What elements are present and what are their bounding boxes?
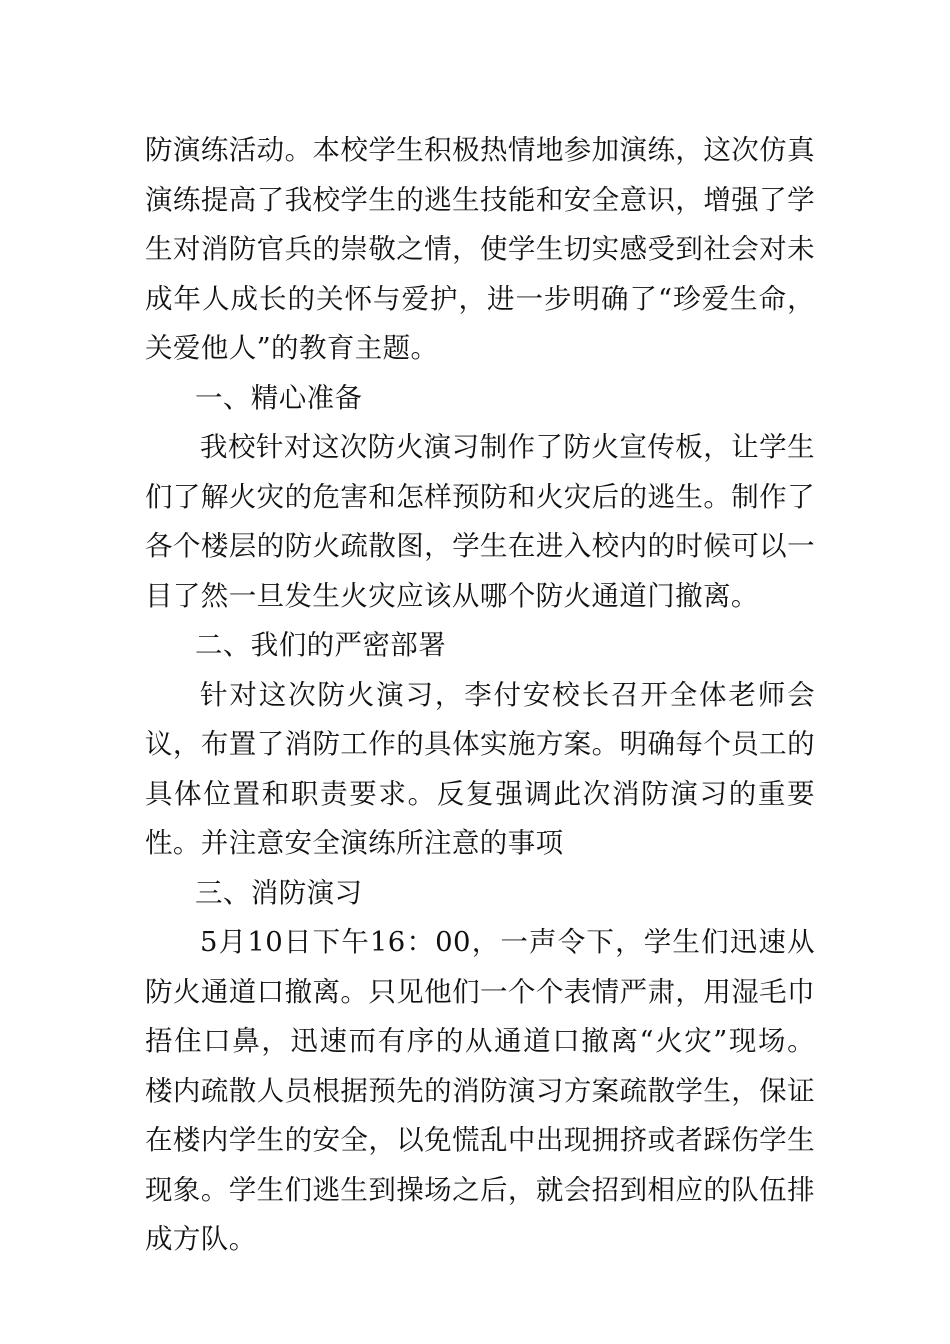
section-heading-deployment: 二、我们的严密部署: [195, 629, 447, 661]
paragraph-deployment: 针对这次防火演习，李付安校长召开全体老师会议，布置了消防工作的具体实施方案。明确每个员工的具体位置和职责要求。反复强调此次消防演习的重要性。并注意安全演练所注意的事项: [145, 678, 815, 859]
paragraph-preparation: 我校针对这次防火演习制作了防火宣传板，让学生们了解火灾的危害和怎样预防和火灾后的逃生。制作了各个楼层的防火疏散图，学生在进入校内的时候可以一目了然一旦发生火灾应该从哪个防火通道门撤离。: [145, 431, 815, 612]
paragraph-drill: 5月10日下午16：00，一声令下，学生们迅速从防火通道口撤离。只见他们一个个表情严肃，用湿毛巾捂住口鼻，迅速而有序的从通道口撤离“火灾”现场。楼内疏散人员根据预先的消防演习方案疏散学生，保证在楼内学生的安全，以免慌乱中出现拥挤或者踩伤学生现象。学生们逃生到操场之后，就会招到相应的队伍排成方队。: [145, 926, 815, 1255]
section-heading-preparation: 一、精心准备: [195, 381, 363, 414]
section-heading-drill: 三、消防演习: [195, 876, 363, 909]
document-body: [145, 126, 815, 1265]
paragraph-continuation: 防演练活动。本校学生积极热情地参加演练，这次仿真演练提高了我校学生的逃生技能和安全意识，增强了学生对消防官兵的崇敬之情，使学生切实感受到社会对未成年人成长的关怀与爱护，进一步明确了“珍爱生命，关爱他人”的教育主题。: [145, 134, 815, 364]
